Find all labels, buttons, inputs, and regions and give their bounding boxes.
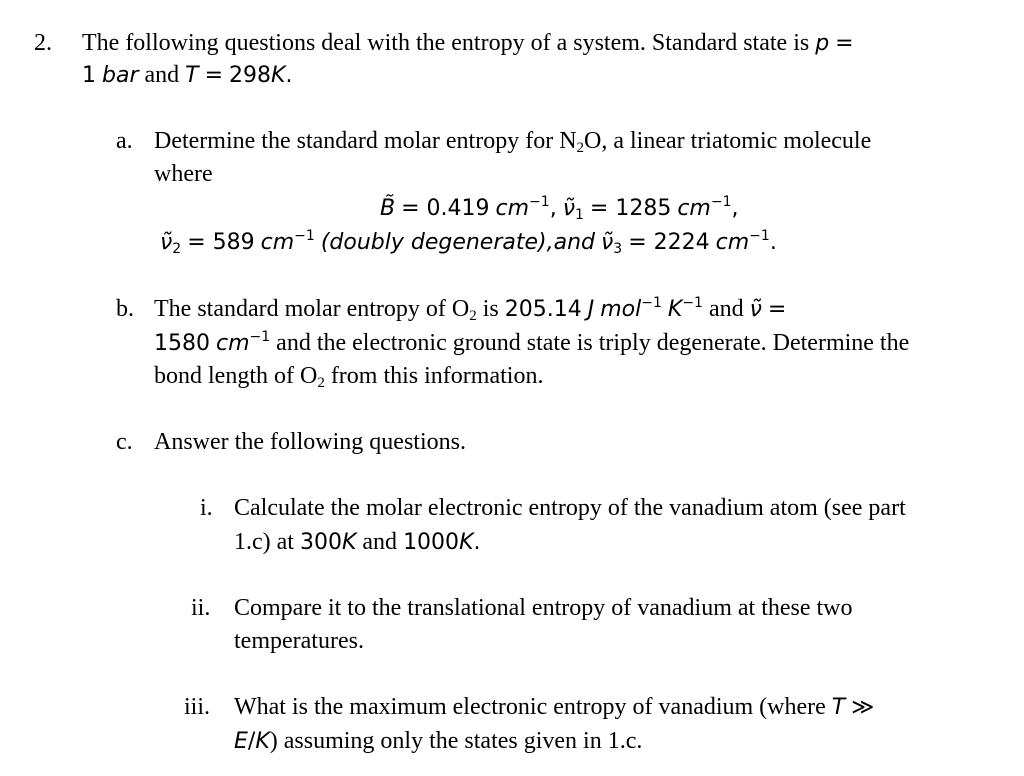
joule-unit: J	[587, 297, 595, 322]
part-a-text-pre: Determine the standard molar entropy for N	[154, 128, 577, 154]
is-word: is	[482, 296, 499, 322]
part-b-text-2: and the electronic ground state is triply degenerate. Determine the	[276, 330, 910, 356]
energy-symbol: E	[234, 729, 248, 754]
t-symbol: T	[831, 695, 846, 720]
kelvin-unit: K	[341, 530, 357, 555]
exponent: −1	[682, 295, 703, 311]
part-c-i-line-2	[234, 527, 481, 558]
part-c-iii-line-2	[234, 726, 642, 757]
bar-unit: bar	[102, 63, 139, 88]
part-b-text-pre: The standard molar entropy of O	[154, 296, 470, 322]
part-c-iii-label: iii.	[184, 694, 211, 720]
part-c-i-label: i.	[200, 495, 213, 521]
part-c-iii-text-2: ) assuming only the states given in 1.c.	[269, 728, 643, 754]
degeneracy-note: (doubly degenerate),and	[320, 230, 595, 255]
and-word: and	[708, 296, 744, 322]
exponent: −1	[249, 329, 271, 345]
t-symbol: T	[185, 63, 199, 88]
comma: ,	[549, 196, 557, 221]
subscript: 3	[613, 241, 623, 257]
cm-unit: cm	[715, 230, 750, 255]
much-greater-sign: ≫	[851, 695, 875, 720]
period: .	[769, 230, 777, 255]
comma: ,	[731, 196, 739, 221]
part-c-ii-line-2: temperatures.	[234, 628, 364, 654]
equals-sign: =	[835, 31, 854, 56]
cm-unit: cm	[260, 230, 295, 255]
equals-sign-2: =	[204, 63, 224, 88]
subscript: 2	[317, 375, 325, 391]
part-c-text: Answer the following questions.	[154, 429, 466, 455]
part-a-label: a.	[116, 128, 133, 154]
kelvin-unit: K	[459, 530, 474, 555]
cm-unit: cm	[216, 331, 250, 356]
part-b-line-1	[154, 294, 786, 325]
wavenumber-symbol: ν̃	[160, 230, 173, 255]
wavenumber-symbol: ν̃	[749, 297, 762, 322]
exponent: −1	[529, 194, 550, 210]
kelvin-unit: K	[667, 297, 683, 322]
temperature-value-1: 300	[299, 530, 342, 555]
part-b-line-2	[154, 328, 909, 359]
cm-unit: cm	[677, 196, 711, 221]
nu3-value: = 2224	[628, 230, 710, 255]
and-word: and	[144, 62, 180, 88]
p-symbol: p	[815, 31, 830, 56]
exponent: −1	[294, 228, 315, 244]
part-b-line-3	[154, 361, 543, 391]
rotational-constant-value: = 0.419	[401, 196, 490, 221]
wavenumber-value: 1580	[154, 331, 210, 356]
subscript: 1	[574, 207, 584, 223]
q2-text: The following questions deal with the entropy of a system. Standard state is	[82, 30, 810, 56]
part-a-text-post: O, a linear triatomic molecule	[584, 128, 872, 154]
exponent: −1	[641, 295, 662, 311]
question-2-line-2	[82, 60, 292, 91]
part-c-label: c.	[116, 429, 133, 455]
part-c-ii-label: ii.	[191, 595, 211, 621]
rotational-constant-symbol: B̃	[380, 196, 396, 221]
wavenumber-symbol: ν̃	[562, 196, 575, 221]
wavenumber-symbol: ν̃	[601, 230, 614, 255]
part-b-label: b.	[116, 296, 134, 322]
part-c-ii-line-1: Compare it to the translational entropy of vanadium at these two	[234, 595, 853, 621]
entropy-value: 205.14	[504, 297, 582, 322]
subscript: 2	[469, 308, 477, 324]
equals-sign: =	[767, 297, 787, 322]
part-a-equation-1	[380, 193, 739, 224]
part-a-line-1	[154, 126, 871, 156]
slash: /	[247, 729, 256, 754]
part-c-iii-text: What is the maximum electronic entropy of vanadium (where	[234, 694, 826, 720]
exponent: −1	[749, 228, 770, 244]
period: .	[473, 530, 481, 555]
kelvin-unit: K	[271, 63, 286, 88]
part-b-text-3-pre: bond length of O	[154, 363, 318, 389]
nu1-value: = 1285	[589, 196, 672, 221]
subscript: 2	[576, 140, 585, 156]
question-2-line-1	[82, 28, 854, 59]
temperature-value-2: 1000	[403, 530, 460, 555]
cm-unit: cm	[495, 196, 530, 221]
exponent: −1	[710, 194, 732, 210]
question-number: 2.	[34, 30, 52, 56]
mol-unit: mol	[600, 297, 642, 322]
part-a-equation-2	[160, 227, 777, 258]
one-value: 1	[82, 63, 96, 88]
kelvin-unit: K	[255, 729, 270, 754]
period: .	[285, 63, 293, 88]
temperature-value: 298	[229, 63, 272, 88]
part-c-i-text: 1.c) at	[234, 529, 294, 555]
part-b-text-3-post: from this information.	[330, 363, 544, 389]
part-c-i-line-1: Calculate the molar electronic entropy of the vanadium atom (see part	[234, 495, 906, 521]
nu2-value: = 589	[187, 230, 255, 255]
and-word: and	[362, 529, 398, 555]
part-c-iii-line-1	[234, 692, 874, 723]
part-a-line-2: where	[154, 161, 213, 187]
subscript: 2	[172, 241, 182, 257]
